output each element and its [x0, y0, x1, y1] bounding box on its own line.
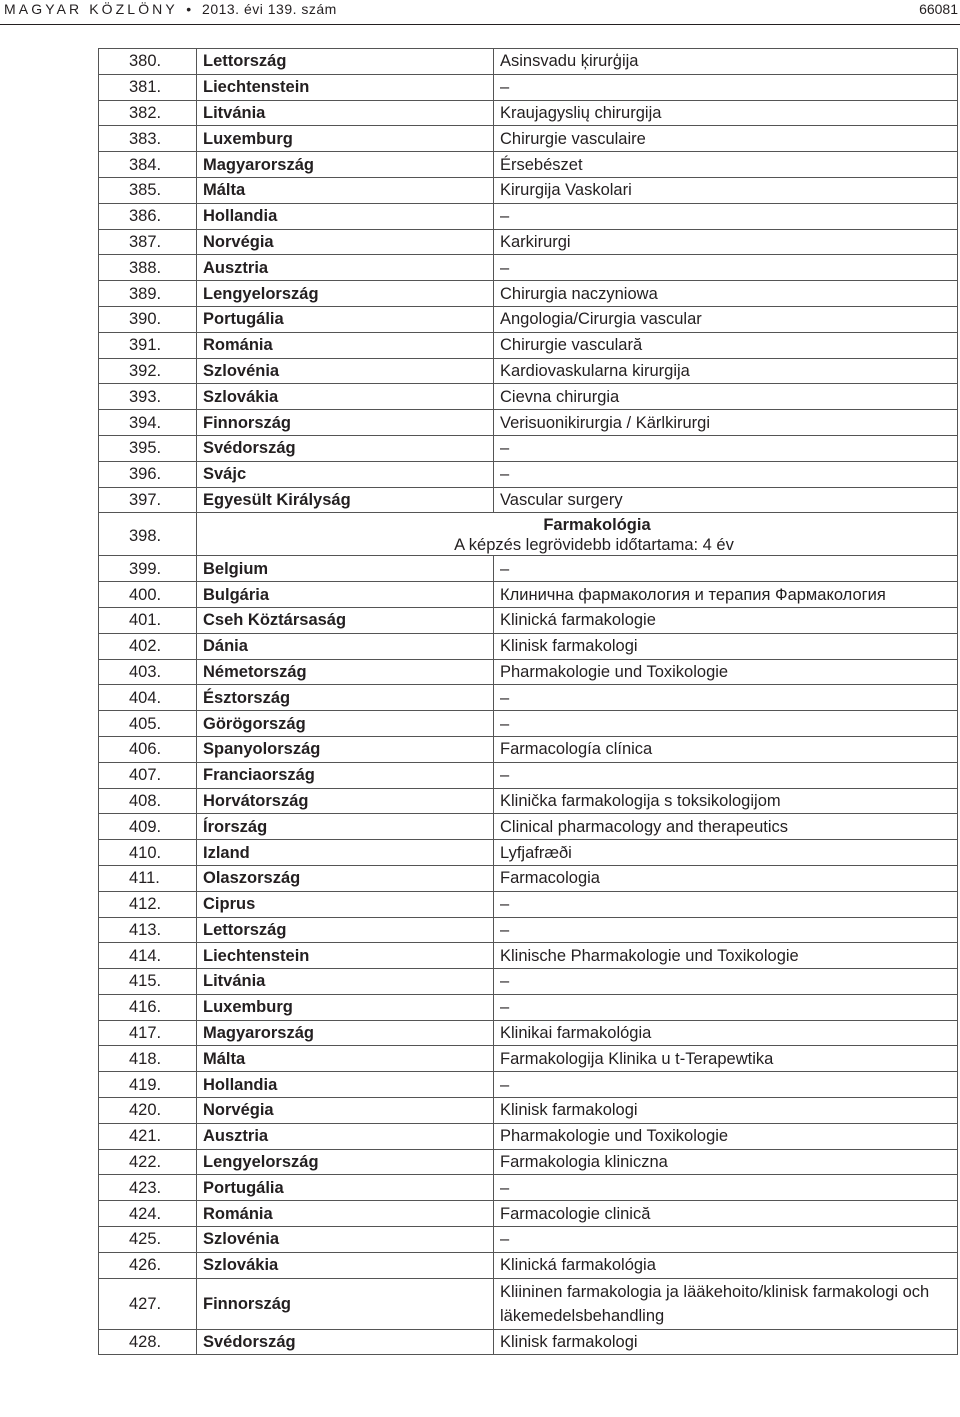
- country-name: Izland: [197, 840, 494, 866]
- specialty-title: Chirurgia naczyniowa: [494, 281, 958, 307]
- table-row: [99, 126, 958, 152]
- row-number: 405.: [99, 711, 197, 737]
- specialty-title: –: [494, 556, 958, 582]
- row-number: 422.: [99, 1149, 197, 1175]
- country-name: Dánia: [197, 633, 494, 659]
- specialty-title: Pharmakologie und Toxikologie: [494, 659, 958, 685]
- country-name: Liechtenstein: [197, 943, 494, 969]
- table-row: [99, 633, 958, 659]
- country-name: Hollandia: [197, 203, 494, 229]
- country-name: Lengyelország: [197, 1149, 494, 1175]
- specialty-title: –: [494, 917, 958, 943]
- row-number: 387.: [99, 229, 197, 255]
- publication-name: MAGYAR KÖZLÖNY: [4, 1, 178, 17]
- table-row: [99, 1201, 958, 1227]
- specialty-title: –: [494, 685, 958, 711]
- specialty-title: Lyfjafræði: [494, 840, 958, 866]
- specialty-title: Klinická farmakologie: [494, 607, 958, 633]
- row-number: 412.: [99, 891, 197, 917]
- country-name: Norvégia: [197, 1098, 494, 1124]
- country-name: Norvégia: [197, 229, 494, 255]
- header-rule: [0, 24, 960, 25]
- table-row: [99, 865, 958, 891]
- issue-number: 2013. évi 139. szám: [202, 1, 337, 17]
- row-number: 395.: [99, 435, 197, 461]
- row-number: 414.: [99, 943, 197, 969]
- table-row: [99, 1227, 958, 1253]
- country-name: Finnország: [197, 1278, 494, 1329]
- specialty-title: Chirurgie vasculară: [494, 332, 958, 358]
- row-number: 406.: [99, 736, 197, 762]
- row-number: 426.: [99, 1252, 197, 1278]
- table-row: [99, 384, 958, 410]
- section-header-group: [99, 513, 958, 556]
- specialty-title: Cievna chirurgia: [494, 384, 958, 410]
- table-row: [99, 659, 958, 685]
- row-number: 394.: [99, 410, 197, 436]
- specialty-title: –: [494, 203, 958, 229]
- country-name: Észtország: [197, 685, 494, 711]
- table-row: [99, 685, 958, 711]
- row-number: 420.: [99, 1098, 197, 1124]
- row-number: 407.: [99, 762, 197, 788]
- table-row: [99, 556, 958, 582]
- table-row: [99, 177, 958, 203]
- specialty-title: –: [494, 1175, 958, 1201]
- table-row: [99, 582, 958, 608]
- country-name: Málta: [197, 177, 494, 203]
- table-row: [99, 1329, 958, 1355]
- row-number: 398.: [99, 513, 197, 556]
- table-row: [99, 840, 958, 866]
- table-row: [99, 994, 958, 1020]
- row-number: 389.: [99, 281, 197, 307]
- specialty-title: –: [494, 1072, 958, 1098]
- row-number: 381.: [99, 74, 197, 100]
- table-row: [99, 229, 958, 255]
- specialty-title: Angologia/Cirurgia vascular: [494, 306, 958, 332]
- table-row: [99, 152, 958, 178]
- row-number: 386.: [99, 203, 197, 229]
- specialty-title: Farmacología clínica: [494, 736, 958, 762]
- table-row: [99, 49, 958, 75]
- country-name: Belgium: [197, 556, 494, 582]
- specialty-title: Klinisk farmakologi: [494, 633, 958, 659]
- table-body-pharmacology: [99, 556, 958, 1355]
- country-name: Svájc: [197, 461, 494, 487]
- table-row: [99, 410, 958, 436]
- row-number: 384.: [99, 152, 197, 178]
- country-name: Franciaország: [197, 762, 494, 788]
- specialty-title: Farmacologia: [494, 865, 958, 891]
- row-number: 427.: [99, 1278, 197, 1329]
- specialty-title: Asinsvadu ķirurģija: [494, 49, 958, 75]
- table-row: [99, 203, 958, 229]
- country-name: Szlovénia: [197, 1227, 494, 1253]
- country-name: Ausztria: [197, 255, 494, 281]
- specialty-title: –: [494, 711, 958, 737]
- specialty-title: Pharmakologie und Toxikologie: [494, 1123, 958, 1149]
- country-name: Ausztria: [197, 1123, 494, 1149]
- table-row: [99, 1072, 958, 1098]
- row-number: 390.: [99, 306, 197, 332]
- country-name: Portugália: [197, 306, 494, 332]
- country-name: Bulgária: [197, 582, 494, 608]
- table-row: [99, 332, 958, 358]
- row-number: 380.: [99, 49, 197, 75]
- table-row: [99, 1020, 958, 1046]
- country-name: Lengyelország: [197, 281, 494, 307]
- row-number: 401.: [99, 607, 197, 633]
- row-number: 388.: [99, 255, 197, 281]
- specialty-title: Clinical pharmacology and therapeutics: [494, 814, 958, 840]
- specialty-title: –: [494, 461, 958, 487]
- running-head: [4, 1, 337, 17]
- table-row: [99, 461, 958, 487]
- row-number: 416.: [99, 994, 197, 1020]
- country-name: Finnország: [197, 410, 494, 436]
- table-row: [99, 1123, 958, 1149]
- table-row: [99, 1175, 958, 1201]
- specialty-title: –: [494, 1227, 958, 1253]
- row-number: 400.: [99, 582, 197, 608]
- country-name: Luxemburg: [197, 126, 494, 152]
- row-number: 421.: [99, 1123, 197, 1149]
- specialty-title: Klinisk farmakologi: [494, 1329, 958, 1355]
- table-row: [99, 762, 958, 788]
- row-number: 428.: [99, 1329, 197, 1355]
- row-number: 399.: [99, 556, 197, 582]
- table-row: [99, 487, 958, 513]
- specialty-title: Farmakologia kliniczna: [494, 1149, 958, 1175]
- row-number: 423.: [99, 1175, 197, 1201]
- country-name: Liechtenstein: [197, 74, 494, 100]
- table-row: [99, 969, 958, 995]
- country-name: Lettország: [197, 917, 494, 943]
- table-row: [99, 814, 958, 840]
- country-name: Németország: [197, 659, 494, 685]
- country-name: Szlovákia: [197, 384, 494, 410]
- country-name: Románia: [197, 332, 494, 358]
- specialty-title: –: [494, 74, 958, 100]
- table-row: [99, 607, 958, 633]
- row-number: 403.: [99, 659, 197, 685]
- country-name: Magyarország: [197, 1020, 494, 1046]
- row-number: 425.: [99, 1227, 197, 1253]
- table-row: [99, 943, 958, 969]
- table-row: [99, 1278, 958, 1329]
- specialty-title: Klinická farmakológia: [494, 1252, 958, 1278]
- table-row: [99, 255, 958, 281]
- table-row: [99, 711, 958, 737]
- country-name: Hollandia: [197, 1072, 494, 1098]
- row-number: 382.: [99, 100, 197, 126]
- specialty-title: Farmakologija Klinika u t-Terapewtika: [494, 1046, 958, 1072]
- country-name: Ciprus: [197, 891, 494, 917]
- country-name: Románia: [197, 1201, 494, 1227]
- row-number: 383.: [99, 126, 197, 152]
- country-name: Magyarország: [197, 152, 494, 178]
- specialty-title: Érsebészet: [494, 152, 958, 178]
- specialty-title: –: [494, 435, 958, 461]
- table-body-vascular: [99, 49, 958, 513]
- specialty-title: Verisuonikirurgia / Kärlkirurgi: [494, 410, 958, 436]
- specialty-title: Klinische Pharmakologie und Toxikologie: [494, 943, 958, 969]
- specialty-title: –: [494, 969, 958, 995]
- country-name: Horvátország: [197, 788, 494, 814]
- table-row: [99, 917, 958, 943]
- country-name: Szlovákia: [197, 1252, 494, 1278]
- country-name: Lettország: [197, 49, 494, 75]
- table-row: [99, 1149, 958, 1175]
- table-row: [99, 736, 958, 762]
- row-number: 391.: [99, 332, 197, 358]
- row-number: 402.: [99, 633, 197, 659]
- row-number: 419.: [99, 1072, 197, 1098]
- table-row: [99, 788, 958, 814]
- country-name: Svédország: [197, 435, 494, 461]
- section-title: Farmakológia: [543, 516, 651, 535]
- country-name: Olaszország: [197, 865, 494, 891]
- specialty-title: Клинична фармакология и терапия Фармакология: [494, 582, 958, 608]
- specialty-title: Klinička farmakologija s toksikologijom: [494, 788, 958, 814]
- row-number: 410.: [99, 840, 197, 866]
- country-name: Litvánia: [197, 969, 494, 995]
- country-name: Egyesült Királyság: [197, 487, 494, 513]
- section-heading: [197, 513, 958, 556]
- row-number: 417.: [99, 1020, 197, 1046]
- row-number: 424.: [99, 1201, 197, 1227]
- table-row: [99, 1252, 958, 1278]
- row-number: 397.: [99, 487, 197, 513]
- section-header-row: [99, 513, 958, 556]
- row-number: 404.: [99, 685, 197, 711]
- table-row: [99, 281, 958, 307]
- specialty-title: –: [494, 762, 958, 788]
- specialty-title: Kraujagyslių chirurgija: [494, 100, 958, 126]
- specialty-title: Kliininen farmakologia ja lääkehoito/klinisk farmakologi och läkemedelsbehandling: [494, 1278, 958, 1329]
- table-row: [99, 1098, 958, 1124]
- specialty-title: Klinikai farmakológia: [494, 1020, 958, 1046]
- row-number: 408.: [99, 788, 197, 814]
- specialty-title: –: [494, 891, 958, 917]
- country-name: Görögország: [197, 711, 494, 737]
- specialty-title: Vascular surgery: [494, 487, 958, 513]
- table-row: [99, 74, 958, 100]
- table-row: [99, 891, 958, 917]
- table-row: [99, 100, 958, 126]
- country-name: Svédország: [197, 1329, 494, 1355]
- specialty-title: Kardiovaskularna kirurgija: [494, 358, 958, 384]
- specialty-title: Chirurgie vasculaire: [494, 126, 958, 152]
- country-name: Litvánia: [197, 100, 494, 126]
- separator-bullet: •: [186, 1, 192, 17]
- table-row: [99, 435, 958, 461]
- country-name: Málta: [197, 1046, 494, 1072]
- specialty-title: Kirurgija Vaskolari: [494, 177, 958, 203]
- country-name: Cseh Köztársaság: [197, 607, 494, 633]
- country-name: Spanyolország: [197, 736, 494, 762]
- row-number: 418.: [99, 1046, 197, 1072]
- section-subtitle: A képzés legrövidebb időtartama: 4 év: [454, 536, 734, 555]
- country-name: Szlovénia: [197, 358, 494, 384]
- table-row: [99, 358, 958, 384]
- table-row: [99, 306, 958, 332]
- page-header: [0, 0, 960, 22]
- specialty-title: Farmacologie clinică: [494, 1201, 958, 1227]
- table-row: [99, 1046, 958, 1072]
- row-number: 396.: [99, 461, 197, 487]
- specialty-title: –: [494, 994, 958, 1020]
- specialty-title: Karkirurgi: [494, 229, 958, 255]
- row-number: 411.: [99, 865, 197, 891]
- specialty-title: Klinisk farmakologi: [494, 1098, 958, 1124]
- row-number: 415.: [99, 969, 197, 995]
- country-name: Luxemburg: [197, 994, 494, 1020]
- qualification-table: [98, 48, 958, 1355]
- country-name: Portugália: [197, 1175, 494, 1201]
- row-number: 393.: [99, 384, 197, 410]
- specialty-title: –: [494, 255, 958, 281]
- country-name: Írország: [197, 814, 494, 840]
- row-number: 385.: [99, 177, 197, 203]
- row-number: 392.: [99, 358, 197, 384]
- page-number: 66081: [919, 1, 958, 17]
- row-number: 413.: [99, 917, 197, 943]
- row-number: 409.: [99, 814, 197, 840]
